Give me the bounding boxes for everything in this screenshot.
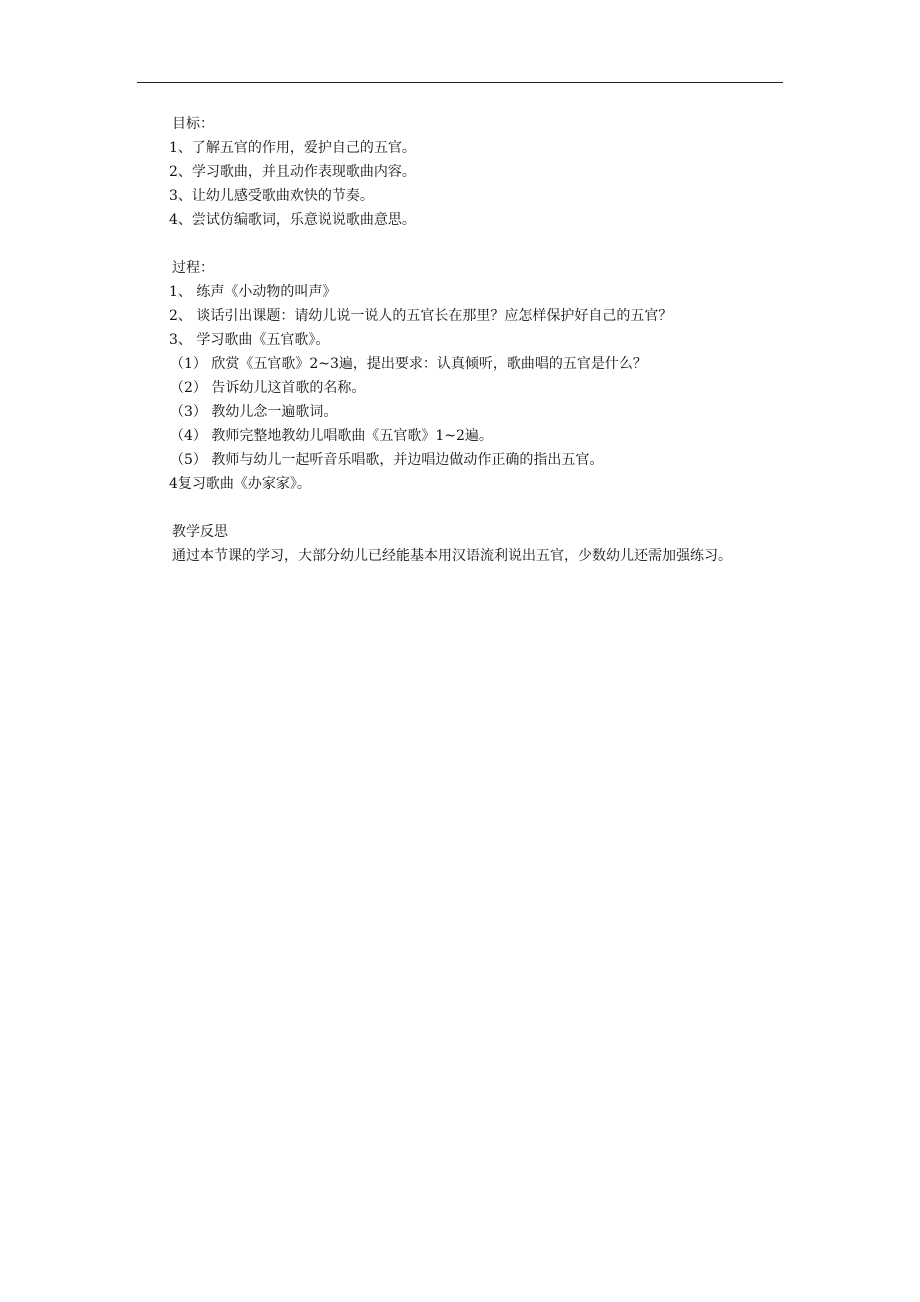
- goals-heading: 目标：: [172, 116, 214, 132]
- lesson-plan-body: [169, 112, 788, 568]
- process-substep: （4） 教师完整地教幼儿唱歌曲《五官歌》1~2遍。: [170, 428, 493, 444]
- goal-item: 2、学习歌曲，并且动作表现歌曲内容。: [169, 164, 416, 180]
- process-substep: （1） 欣赏《五官歌》2~3遍，提出要求：认真倾听，歌曲唱的五官是什么？: [170, 356, 647, 372]
- process-step: 1、 练声《小动物的叫声》: [169, 284, 337, 300]
- spacer: [172, 232, 788, 256]
- process-step: 3、 学习歌曲《五官歌》。: [169, 332, 330, 348]
- process-step: 4复习歌曲《办家家》。: [169, 476, 311, 492]
- spacer: [172, 496, 788, 520]
- header-rule: [137, 82, 783, 83]
- process-substep: （5） 教师与幼儿一起听音乐唱歌，并边唱边做动作正确的指出五官。: [170, 452, 604, 468]
- reflection-text: 通过本节课的学习，大部分幼儿已经能基本用汉语流利说出五官，少数幼儿还需加强练习。: [172, 548, 732, 564]
- reflection-heading: 教学反思: [172, 524, 228, 540]
- process-substep: （3） 教幼儿念一遍歌词。: [170, 404, 338, 420]
- process-substep: （2） 告诉幼儿这首歌的名称。: [170, 380, 366, 396]
- goal-item: 4、尝试仿编歌词，乐意说说歌曲意思。: [169, 212, 416, 228]
- process-step: 2、 谈话引出课题：请幼儿说一说人的五官长在那里？应怎样保护好自己的五官？: [169, 308, 673, 324]
- goal-item: 3、让幼儿感受歌曲欢快的节奏。: [169, 188, 374, 204]
- process-heading: 过程：: [172, 260, 214, 276]
- goal-item: 1、了解五官的作用，爱护自己的五官。: [169, 140, 416, 156]
